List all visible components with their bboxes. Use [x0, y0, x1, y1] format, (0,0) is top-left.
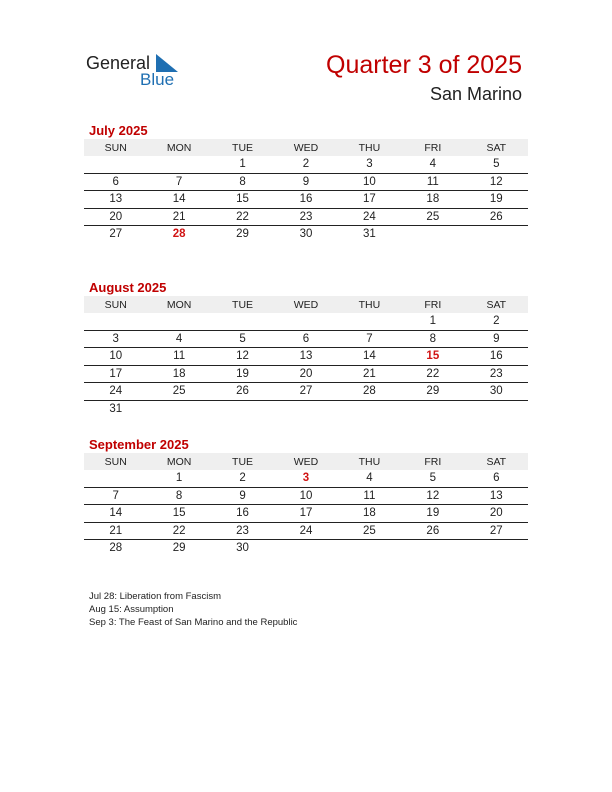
day-cell: 26	[211, 383, 274, 401]
week-row	[84, 208, 528, 226]
empty-day-cell	[465, 400, 528, 417]
empty-day-cell	[401, 400, 464, 417]
day-cell: 31	[363, 228, 376, 241]
weekday-header-row	[84, 296, 528, 313]
day-cell: 2	[211, 470, 274, 487]
week-row	[84, 365, 528, 383]
month-grid	[84, 453, 528, 557]
day-cell: 24	[274, 522, 337, 540]
day-cell: 10	[338, 173, 401, 191]
day-cell: 9	[274, 173, 337, 191]
day-cell: 22	[401, 365, 464, 383]
country-name: San Marino	[429, 84, 522, 104]
day-cell: 1	[211, 156, 274, 173]
empty-day-cell	[465, 540, 528, 557]
month-title: July 2025	[89, 123, 148, 138]
empty-day-cell	[274, 540, 337, 557]
week-row	[84, 173, 528, 191]
day-cell: 11	[401, 173, 464, 191]
day-cell: 30	[236, 542, 249, 555]
holiday-note: Aug 15: Assumption	[89, 604, 174, 615]
weekday-header: SUN	[84, 453, 147, 470]
day-cell: 30	[299, 228, 313, 241]
day-cell: 10	[84, 348, 147, 366]
day-cell: 20	[274, 365, 337, 383]
day-cell: 23	[274, 208, 337, 226]
day-cell: 18	[147, 365, 210, 383]
day-cell: 3	[274, 470, 337, 487]
month-title: August 2025	[89, 280, 167, 295]
day-cell: 22	[211, 208, 274, 226]
logo-general-text: General	[86, 53, 151, 73]
weekday-header: THU	[338, 453, 401, 470]
holiday-note: Jul 28: Liberation from Fascism	[89, 591, 221, 602]
empty-day-cell	[338, 313, 401, 330]
empty-day-cell	[211, 400, 274, 417]
day-cell: 5	[401, 470, 464, 487]
weekday-header: TUE	[211, 139, 274, 156]
week-row	[84, 505, 528, 523]
day-cell: 13	[465, 487, 528, 505]
weekday-header: THU	[338, 139, 401, 156]
week-row	[84, 400, 528, 417]
week-row	[84, 226, 528, 243]
empty-day-cell	[147, 313, 210, 330]
empty-day-cell	[211, 313, 274, 330]
weekday-header: SAT	[465, 453, 528, 470]
month-title: September 2025	[89, 437, 189, 452]
week-row	[84, 348, 528, 366]
empty-day-cell	[147, 400, 210, 417]
month-july	[84, 122, 528, 243]
day-cell: 24	[84, 383, 147, 401]
day-cell: 20	[465, 505, 528, 523]
day-cell: 7	[84, 487, 147, 505]
day-cell: 12	[211, 348, 274, 366]
day-cell: 27	[109, 228, 123, 241]
empty-day-cell	[274, 313, 337, 330]
week-row	[84, 540, 528, 557]
weekday-header: FRI	[401, 139, 464, 156]
weekday-header: SUN	[84, 139, 147, 156]
weekday-header: FRI	[401, 296, 464, 313]
day-cell: 26	[465, 208, 528, 226]
weekday-header: SAT	[465, 296, 528, 313]
day-cell: 8	[147, 487, 210, 505]
weekday-header: WED	[274, 139, 337, 156]
holiday-notes	[89, 590, 297, 629]
day-cell: 7	[338, 330, 401, 348]
day-cell: 3	[338, 156, 401, 173]
week-row	[84, 487, 528, 505]
day-cell: 28	[338, 383, 401, 401]
day-cell: 18	[401, 191, 464, 209]
day-cell: 18	[338, 505, 401, 523]
week-row	[84, 156, 528, 173]
day-cell: 17	[274, 505, 337, 523]
day-cell: 8	[401, 330, 464, 348]
empty-day-cell	[147, 156, 210, 173]
day-cell: 23	[211, 522, 274, 540]
day-cell: 28	[109, 542, 123, 555]
day-cell: 10	[274, 487, 337, 505]
day-cell: 25	[338, 522, 401, 540]
day-cell: 15	[211, 191, 274, 209]
empty-day-cell	[84, 156, 147, 173]
week-row	[84, 313, 528, 330]
day-cell: 21	[84, 522, 147, 540]
empty-day-cell	[338, 400, 401, 417]
generalblue-logo	[86, 52, 186, 92]
day-cell: 3	[84, 330, 147, 348]
day-cell: 4	[147, 330, 210, 348]
day-cell: 12	[401, 487, 464, 505]
day-cell: 27	[465, 522, 528, 540]
week-row	[84, 522, 528, 540]
day-cell: 21	[338, 365, 401, 383]
day-cell: 26	[401, 522, 464, 540]
day-cell: 25	[147, 383, 210, 401]
day-cell: 9	[465, 330, 528, 348]
month-grid	[84, 296, 528, 417]
day-cell: 21	[147, 208, 210, 226]
day-cell: 6	[84, 173, 147, 191]
week-row	[84, 383, 528, 401]
day-cell: 29	[236, 228, 249, 241]
empty-day-cell	[274, 400, 337, 417]
day-cell: 29	[401, 383, 464, 401]
day-cell: 11	[147, 348, 210, 366]
day-cell: 24	[338, 208, 401, 226]
logo-blue-text: Blue	[140, 70, 175, 89]
empty-day-cell	[338, 540, 401, 557]
day-cell: 15	[401, 348, 464, 366]
day-cell: 17	[338, 191, 401, 209]
empty-day-cell	[84, 313, 147, 330]
weekday-header: MON	[147, 139, 210, 156]
empty-day-cell	[401, 540, 464, 557]
day-cell: 2	[274, 156, 337, 173]
week-row	[84, 191, 528, 209]
day-cell: 25	[401, 208, 464, 226]
holiday-note: Sep 3: The Feast of San Marino and the Republic	[89, 617, 298, 628]
weekday-header: WED	[274, 296, 337, 313]
day-cell: 27	[274, 383, 337, 401]
day-cell: 4	[401, 156, 464, 173]
day-cell: 1	[147, 470, 210, 487]
day-cell: 14	[147, 191, 210, 209]
day-cell: 13	[84, 191, 147, 209]
day-cell: 19	[401, 505, 464, 523]
day-cell: 19	[211, 365, 274, 383]
month-grid	[84, 139, 528, 243]
weekday-header: SUN	[84, 296, 147, 313]
weekday-header: SAT	[465, 139, 528, 156]
weekday-header-row	[84, 139, 528, 156]
weekday-header: MON	[147, 453, 210, 470]
empty-day-cell	[465, 226, 528, 243]
week-row	[84, 470, 528, 487]
day-cell: 19	[465, 191, 528, 209]
page-title: Quarter 3 of 2025	[326, 51, 522, 79]
weekday-header: TUE	[211, 296, 274, 313]
weekday-header: THU	[338, 296, 401, 313]
day-cell: 30	[465, 383, 528, 401]
empty-day-cell	[84, 470, 147, 487]
empty-day-cell	[401, 226, 464, 243]
day-cell: 17	[84, 365, 147, 383]
day-cell: 7	[147, 173, 210, 191]
day-cell: 14	[84, 505, 147, 523]
day-cell: 22	[147, 522, 210, 540]
weekday-header: FRI	[401, 453, 464, 470]
day-cell: 9	[211, 487, 274, 505]
day-cell: 29	[172, 542, 186, 555]
week-row	[84, 330, 528, 348]
day-cell: 15	[147, 505, 210, 523]
day-cell: 5	[211, 330, 274, 348]
weekday-header: WED	[274, 453, 337, 470]
day-cell: 16	[465, 348, 528, 366]
month-august	[84, 279, 528, 417]
day-cell: 31	[109, 402, 123, 415]
month-september	[84, 436, 528, 557]
day-cell: 20	[84, 208, 147, 226]
day-cell: 1	[401, 313, 464, 330]
day-cell: 13	[274, 348, 337, 366]
day-cell: 6	[274, 330, 337, 348]
day-cell: 8	[211, 173, 274, 191]
weekday-header: TUE	[211, 453, 274, 470]
day-cell: 23	[465, 365, 528, 383]
day-cell: 6	[465, 470, 528, 487]
day-cell: 28	[172, 228, 186, 241]
day-cell: 4	[338, 470, 401, 487]
day-cell: 5	[465, 156, 528, 173]
weekday-header-row	[84, 453, 528, 470]
day-cell: 16	[211, 505, 274, 523]
day-cell: 14	[338, 348, 401, 366]
day-cell: 11	[338, 487, 401, 505]
weekday-header: MON	[147, 296, 210, 313]
day-cell: 16	[274, 191, 337, 209]
day-cell: 2	[465, 313, 528, 330]
day-cell: 12	[465, 173, 528, 191]
